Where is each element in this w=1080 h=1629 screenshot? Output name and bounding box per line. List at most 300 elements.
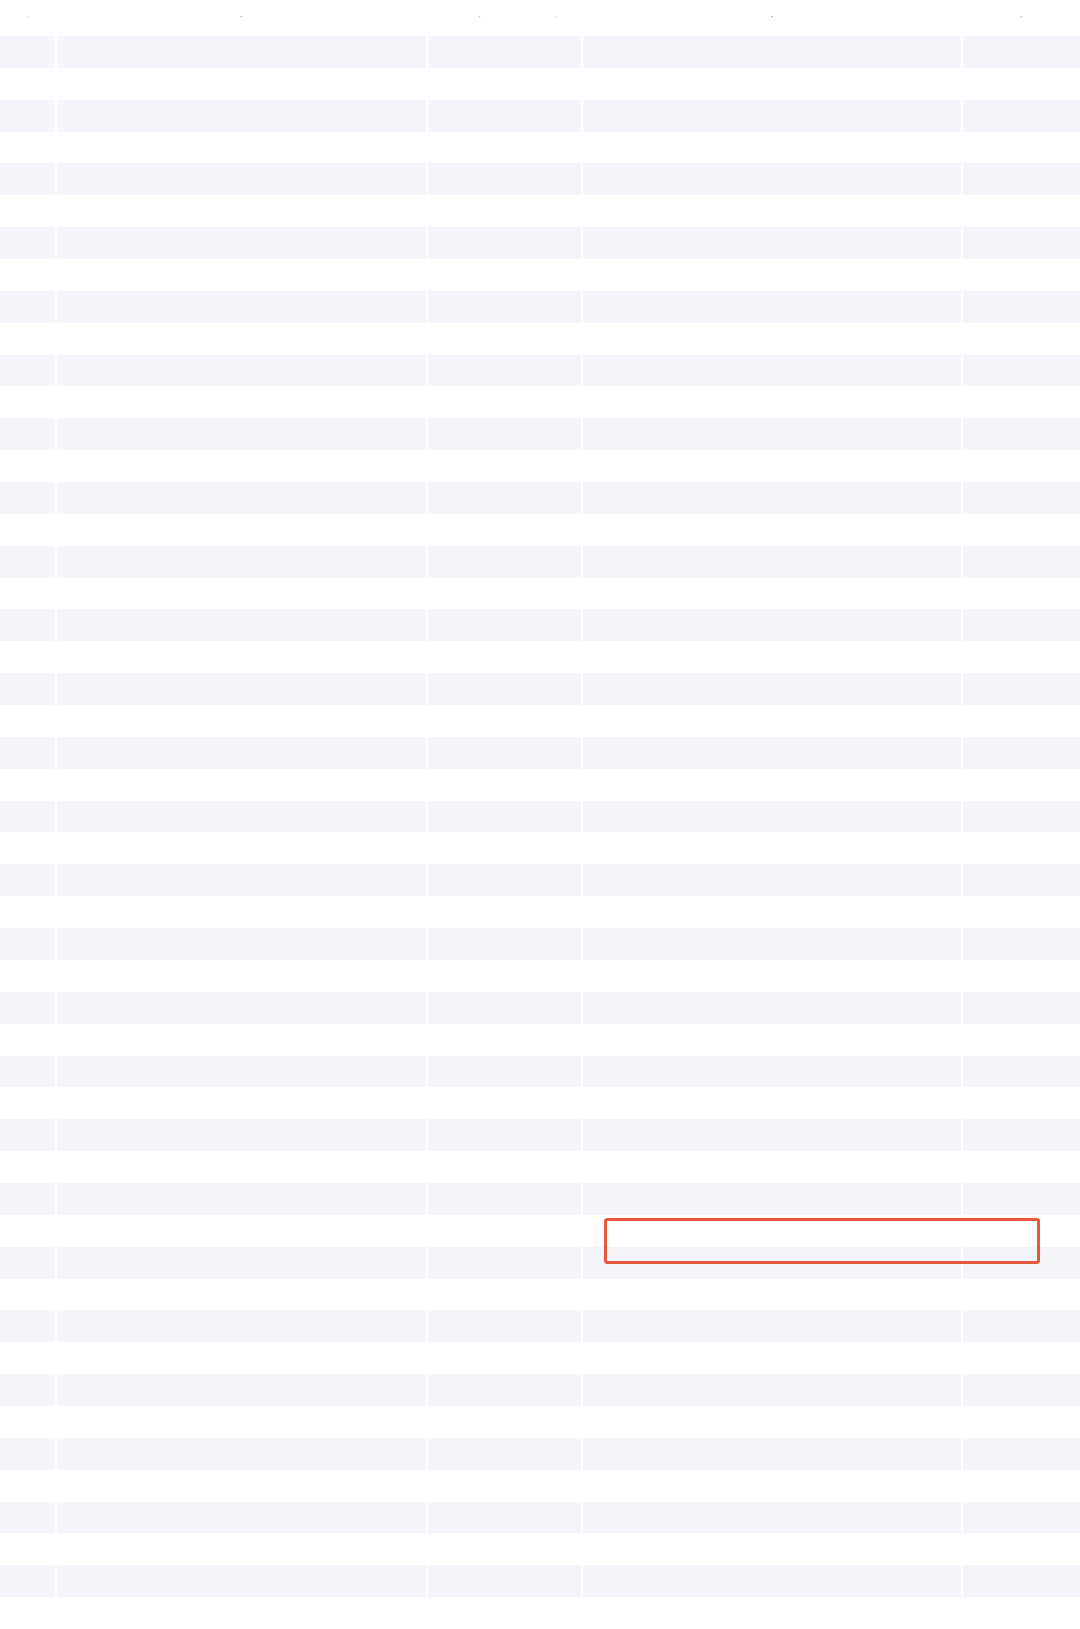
cluster-name — [55, 1056, 426, 1088]
row-seq — [0, 864, 55, 896]
row-seq — [0, 323, 55, 355]
city-name — [961, 291, 1080, 323]
city-name — [961, 132, 1080, 164]
city-name — [961, 1533, 1080, 1565]
cluster-name — [55, 928, 426, 960]
row-seq — [0, 705, 55, 737]
row-seq — [0, 641, 55, 673]
cluster-name — [581, 291, 961, 323]
row-seq — [531, 832, 581, 864]
row-seq — [0, 609, 55, 641]
cluster-name — [581, 1502, 961, 1534]
cluster-name — [55, 992, 426, 1024]
city-name — [961, 864, 1080, 896]
city-name — [426, 960, 531, 992]
city-name — [961, 1056, 1080, 1088]
row-seq — [531, 1056, 581, 1088]
cluster-name — [55, 1183, 426, 1215]
row-seq — [0, 896, 55, 928]
cluster-name — [55, 450, 426, 482]
row-seq — [0, 1056, 55, 1088]
cluster-name — [55, 323, 426, 355]
row-seq — [0, 450, 55, 482]
city-name — [426, 1470, 531, 1502]
cluster-name — [55, 1533, 426, 1565]
row-seq — [531, 578, 581, 610]
city-name — [961, 1406, 1080, 1438]
cluster-name — [581, 1279, 961, 1311]
city-name — [961, 641, 1080, 673]
row-seq — [531, 514, 581, 546]
cluster-name — [55, 68, 426, 100]
city-name — [961, 705, 1080, 737]
row-seq — [531, 1279, 581, 1311]
cluster-name — [581, 1056, 961, 1088]
row-seq — [531, 1183, 581, 1215]
city-name — [961, 928, 1080, 960]
cluster-name — [55, 1151, 426, 1183]
cluster-name — [581, 705, 961, 737]
cluster-name — [581, 737, 961, 769]
header-seq — [531, 0, 581, 36]
city-name — [961, 259, 1080, 291]
cluster-name — [581, 1151, 961, 1183]
city-name — [961, 1151, 1080, 1183]
city-name — [426, 673, 531, 705]
cluster-name — [55, 36, 426, 68]
row-seq — [531, 769, 581, 801]
city-name — [426, 1151, 531, 1183]
city-name — [961, 1279, 1080, 1311]
row-seq — [0, 1215, 55, 1247]
row-seq — [531, 1438, 581, 1470]
row-seq — [0, 1597, 55, 1629]
row-seq — [0, 1024, 55, 1056]
city-name — [961, 832, 1080, 864]
row-seq — [531, 323, 581, 355]
city-name — [426, 1406, 531, 1438]
cluster-name — [55, 578, 426, 610]
row-seq — [0, 1247, 55, 1279]
city-name — [426, 1597, 531, 1629]
row-seq — [531, 1247, 581, 1279]
header-name — [581, 0, 961, 36]
city-name — [961, 195, 1080, 227]
cluster-name — [581, 36, 961, 68]
cluster-name — [581, 227, 961, 259]
cluster-name — [55, 1119, 426, 1151]
row-seq — [0, 355, 55, 387]
cluster-name — [581, 896, 961, 928]
row-seq — [531, 864, 581, 896]
city-name — [961, 801, 1080, 833]
cluster-name — [55, 514, 426, 546]
cluster-name — [581, 1406, 961, 1438]
cluster-name — [581, 1342, 961, 1374]
cluster-name — [55, 769, 426, 801]
city-name — [426, 928, 531, 960]
cluster-name — [581, 673, 961, 705]
city-name — [426, 259, 531, 291]
city-name — [426, 992, 531, 1024]
city-name — [961, 450, 1080, 482]
cluster-name — [55, 832, 426, 864]
cluster-name — [55, 801, 426, 833]
city-name — [961, 1374, 1080, 1406]
row-seq — [531, 1087, 581, 1119]
city-name — [426, 1024, 531, 1056]
row-seq — [531, 673, 581, 705]
city-name — [961, 482, 1080, 514]
cluster-name — [55, 1215, 426, 1247]
cluster-name — [55, 1342, 426, 1374]
city-name — [426, 1215, 531, 1247]
row-seq — [0, 801, 55, 833]
row-seq — [531, 609, 581, 641]
city-name — [961, 1119, 1080, 1151]
cluster-name — [55, 1597, 426, 1629]
cluster-name — [55, 1247, 426, 1279]
city-name — [961, 1310, 1080, 1342]
cluster-name — [581, 832, 961, 864]
city-name — [961, 578, 1080, 610]
row-seq — [0, 1533, 55, 1565]
row-seq — [0, 737, 55, 769]
cluster-name — [55, 1087, 426, 1119]
city-name — [961, 1438, 1080, 1470]
cluster-name — [581, 1247, 961, 1279]
city-name — [426, 1342, 531, 1374]
cluster-name — [55, 1406, 426, 1438]
cluster-name — [581, 960, 961, 992]
cluster-name — [55, 163, 426, 195]
row-seq — [531, 1470, 581, 1502]
city-name — [961, 323, 1080, 355]
row-seq — [531, 259, 581, 291]
cluster-name — [55, 896, 426, 928]
row-seq — [0, 992, 55, 1024]
city-name — [426, 769, 531, 801]
header-city — [426, 0, 531, 36]
city-name — [426, 705, 531, 737]
cluster-name — [55, 1310, 426, 1342]
row-seq — [531, 992, 581, 1024]
cluster-name — [581, 1597, 961, 1629]
cluster-name — [581, 1374, 961, 1406]
cluster-name — [581, 546, 961, 578]
city-name — [426, 291, 531, 323]
cluster-name — [55, 609, 426, 641]
city-name — [961, 1502, 1080, 1534]
city-name — [961, 227, 1080, 259]
city-name — [426, 36, 531, 68]
city-name — [961, 1215, 1080, 1247]
row-seq — [531, 355, 581, 387]
city-name — [426, 514, 531, 546]
cluster-name — [55, 1374, 426, 1406]
cluster-name — [55, 673, 426, 705]
row-seq — [0, 100, 55, 132]
city-name — [961, 1597, 1080, 1629]
city-name — [426, 1533, 531, 1565]
city-name — [961, 1024, 1080, 1056]
row-seq — [0, 227, 55, 259]
city-name — [426, 1247, 531, 1279]
cluster-name — [55, 100, 426, 132]
city-name — [426, 609, 531, 641]
cluster-name — [55, 355, 426, 387]
row-seq — [0, 386, 55, 418]
row-seq — [531, 896, 581, 928]
row-seq — [0, 960, 55, 992]
row-seq — [531, 291, 581, 323]
row-seq — [531, 132, 581, 164]
row-seq — [531, 418, 581, 450]
row-seq — [0, 832, 55, 864]
city-name — [426, 163, 531, 195]
header-seq — [0, 0, 55, 36]
city-name — [961, 769, 1080, 801]
row-seq — [531, 1502, 581, 1534]
header-city — [961, 0, 1080, 36]
cluster-name — [55, 1024, 426, 1056]
city-name — [961, 1087, 1080, 1119]
cluster-name — [581, 195, 961, 227]
city-name — [961, 68, 1080, 100]
row-seq — [531, 1215, 581, 1247]
cluster-name — [55, 482, 426, 514]
city-name — [426, 1279, 531, 1311]
city-name — [961, 163, 1080, 195]
row-seq — [0, 1087, 55, 1119]
header-name — [55, 0, 426, 36]
cluster-name — [55, 1565, 426, 1597]
city-name — [426, 132, 531, 164]
row-seq — [531, 163, 581, 195]
cluster-name — [581, 1183, 961, 1215]
city-name — [426, 832, 531, 864]
cluster-name — [581, 418, 961, 450]
city-name — [961, 1183, 1080, 1215]
cluster-name — [55, 1438, 426, 1470]
row-seq — [0, 195, 55, 227]
city-name — [426, 1056, 531, 1088]
row-seq — [531, 737, 581, 769]
cluster-name — [55, 737, 426, 769]
row-seq — [531, 386, 581, 418]
city-name — [426, 323, 531, 355]
row-seq — [0, 482, 55, 514]
city-name — [961, 1565, 1080, 1597]
city-name — [426, 68, 531, 100]
city-name — [426, 1310, 531, 1342]
city-name — [961, 514, 1080, 546]
row-seq — [0, 514, 55, 546]
cluster-name — [581, 1087, 961, 1119]
table-left-half — [0, 0, 531, 1629]
cluster-name — [581, 1215, 961, 1247]
city-name — [426, 1502, 531, 1534]
city-name — [426, 1374, 531, 1406]
row-seq — [0, 163, 55, 195]
row-seq — [0, 546, 55, 578]
row-seq — [0, 1151, 55, 1183]
cluster-name — [581, 769, 961, 801]
city-name — [426, 896, 531, 928]
cluster-name — [55, 132, 426, 164]
row-seq — [0, 1502, 55, 1534]
row-seq — [531, 195, 581, 227]
city-name — [426, 1119, 531, 1151]
city-name — [961, 546, 1080, 578]
cluster-name — [581, 1024, 961, 1056]
city-name — [961, 992, 1080, 1024]
row-seq — [531, 227, 581, 259]
cluster-name — [55, 1279, 426, 1311]
city-name — [426, 1183, 531, 1215]
row-seq — [531, 1024, 581, 1056]
city-name — [426, 482, 531, 514]
row-seq — [531, 641, 581, 673]
row-seq — [531, 1119, 581, 1151]
cluster-name — [581, 386, 961, 418]
cluster-name — [581, 450, 961, 482]
row-seq — [0, 132, 55, 164]
cluster-name — [55, 386, 426, 418]
cluster-name — [581, 1470, 961, 1502]
city-name — [961, 896, 1080, 928]
city-name — [426, 864, 531, 896]
city-name — [426, 1438, 531, 1470]
row-seq — [531, 801, 581, 833]
row-seq — [0, 36, 55, 68]
cluster-name — [581, 100, 961, 132]
cluster-name — [55, 259, 426, 291]
city-name — [961, 100, 1080, 132]
row-seq — [0, 1183, 55, 1215]
city-name — [961, 1247, 1080, 1279]
city-name — [426, 450, 531, 482]
cluster-name — [581, 355, 961, 387]
city-name — [426, 418, 531, 450]
city-name — [961, 355, 1080, 387]
cluster-name — [581, 992, 961, 1024]
table-right-half — [531, 0, 1080, 1629]
cluster-name — [581, 259, 961, 291]
row-seq — [0, 1310, 55, 1342]
row-seq — [531, 68, 581, 100]
cluster-name — [581, 1119, 961, 1151]
cluster-name — [55, 864, 426, 896]
row-seq — [531, 1406, 581, 1438]
city-name — [426, 355, 531, 387]
row-seq — [531, 960, 581, 992]
cluster-name — [55, 705, 426, 737]
cluster-name — [581, 482, 961, 514]
row-seq — [531, 1565, 581, 1597]
row-seq — [0, 1565, 55, 1597]
cluster-name — [581, 163, 961, 195]
cluster-name — [55, 1470, 426, 1502]
row-seq — [0, 578, 55, 610]
cluster-name — [55, 960, 426, 992]
city-name — [426, 801, 531, 833]
city-name — [426, 641, 531, 673]
row-seq — [531, 1597, 581, 1629]
row-seq — [531, 705, 581, 737]
row-seq — [0, 1119, 55, 1151]
cluster-name — [581, 1565, 961, 1597]
cluster-name — [581, 609, 961, 641]
row-seq — [0, 1342, 55, 1374]
city-name — [961, 960, 1080, 992]
cluster-name — [581, 801, 961, 833]
cluster-name — [55, 1502, 426, 1534]
cluster-name — [55, 291, 426, 323]
row-seq — [531, 100, 581, 132]
city-name — [426, 1087, 531, 1119]
city-name — [426, 386, 531, 418]
cluster-name — [581, 928, 961, 960]
cluster-name — [55, 227, 426, 259]
row-seq — [531, 482, 581, 514]
row-seq — [0, 1470, 55, 1502]
city-name — [426, 1565, 531, 1597]
cluster-name — [581, 641, 961, 673]
row-seq — [531, 36, 581, 68]
city-name — [961, 673, 1080, 705]
row-seq — [0, 259, 55, 291]
row-seq — [531, 1533, 581, 1565]
row-seq — [531, 1310, 581, 1342]
city-name — [426, 546, 531, 578]
city-name — [961, 36, 1080, 68]
cluster-name — [581, 1310, 961, 1342]
city-name — [961, 418, 1080, 450]
cluster-name — [581, 323, 961, 355]
cluster-name — [581, 132, 961, 164]
city-name — [426, 578, 531, 610]
cluster-name — [581, 514, 961, 546]
row-seq — [0, 291, 55, 323]
row-seq — [531, 928, 581, 960]
city-name — [426, 227, 531, 259]
row-seq — [0, 1279, 55, 1311]
city-name — [426, 195, 531, 227]
cluster-name — [581, 578, 961, 610]
row-seq — [531, 1151, 581, 1183]
cluster-name — [55, 418, 426, 450]
row-seq — [0, 928, 55, 960]
cluster-name — [581, 1533, 961, 1565]
row-seq — [531, 1342, 581, 1374]
city-name — [426, 737, 531, 769]
row-seq — [531, 546, 581, 578]
cluster-name — [581, 68, 961, 100]
row-seq — [0, 1406, 55, 1438]
city-name — [426, 100, 531, 132]
row-seq — [0, 769, 55, 801]
row-seq — [0, 673, 55, 705]
row-seq — [531, 450, 581, 482]
row-seq — [531, 1374, 581, 1406]
city-name — [961, 609, 1080, 641]
row-seq — [0, 1374, 55, 1406]
row-seq — [0, 418, 55, 450]
city-name — [961, 386, 1080, 418]
city-name — [961, 1470, 1080, 1502]
city-name — [961, 737, 1080, 769]
